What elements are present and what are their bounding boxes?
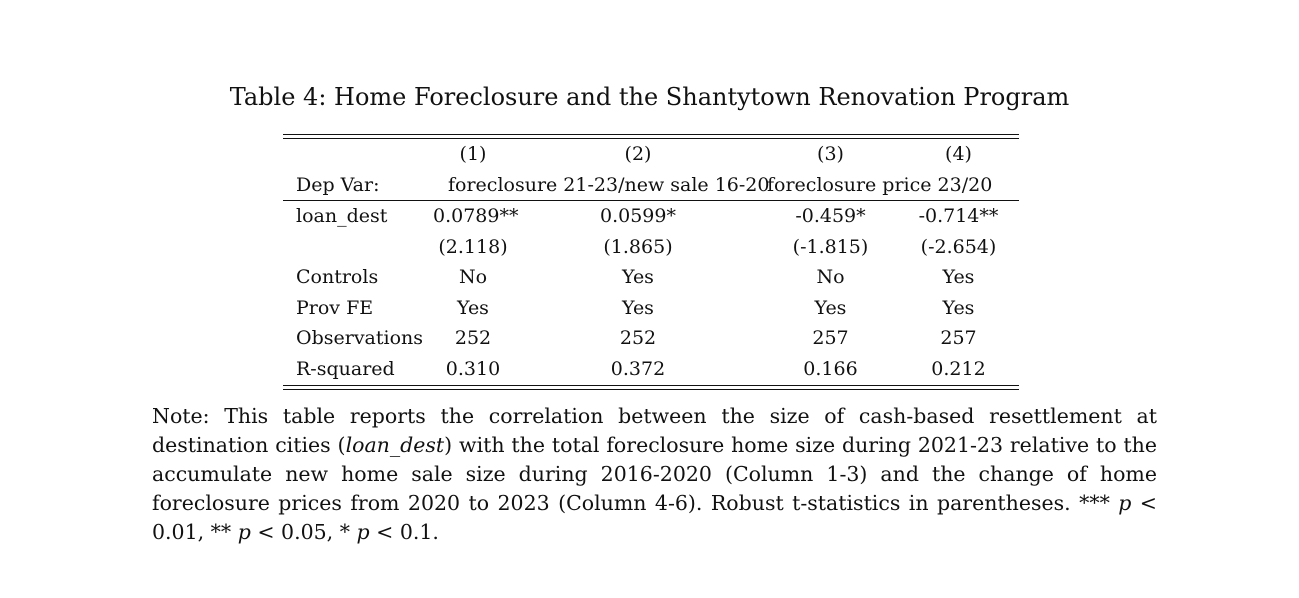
cell: 0.372 <box>610 357 666 380</box>
table-row <box>283 201 1019 232</box>
cell: (2.118) <box>438 235 508 258</box>
cell: No <box>458 266 488 288</box>
depvar-label: Dep Var: <box>296 173 380 196</box>
row-label: R-squared <box>296 357 395 380</box>
table-row <box>283 354 1019 385</box>
note-p-symbol-1: p <box>1118 491 1132 515</box>
row-label: Prov FE <box>296 296 374 319</box>
note-p-symbol-3: p <box>356 520 370 544</box>
table-row <box>283 262 1019 293</box>
bottom-rule <box>283 385 1019 386</box>
cell: No <box>816 266 845 288</box>
cell: Yes <box>622 266 654 288</box>
cell: 0.0599* <box>600 205 676 227</box>
cell: Yes <box>622 296 654 319</box>
cell: (-2.654) <box>920 235 997 258</box>
cell: (1.865) <box>603 235 673 258</box>
col-num-4: (4) <box>945 143 972 165</box>
depvar-row <box>283 170 1019 201</box>
note-text-2: ) with the total foreclosure home size during 2021-23 relative to the accumulate new home sale size during 2016-2020 (Column 1-3) and the change of home foreclosure prices from 2020 to 2023 (Column 4-6). Robust t-statistics in parentheses. *** <box>152 433 1157 515</box>
results-table <box>283 139 1019 200</box>
depvar-group-1: foreclosure 21-23/new sale 16-20 <box>448 173 770 196</box>
cell: 0.166 <box>803 357 858 380</box>
row-label: Observations <box>296 327 424 349</box>
cell: -0.459* <box>795 205 866 227</box>
depvar-group-2: foreclosure price 23/20 <box>767 173 993 196</box>
row-label: loan_dest <box>296 205 388 227</box>
note-threshold-3: < 0.1. <box>369 520 439 544</box>
column-number-row <box>283 139 1019 170</box>
cell: Yes <box>942 296 975 319</box>
row-label: Controls <box>296 266 379 288</box>
cell: Yes <box>942 266 975 288</box>
cell: 257 <box>940 327 977 349</box>
cell: (-1.815) <box>792 235 869 258</box>
cell: 0.310 <box>445 357 501 380</box>
results-body <box>283 201 1019 384</box>
table-row <box>283 293 1019 324</box>
cell: -0.714** <box>918 205 999 227</box>
bottom-rule-second <box>283 389 1019 390</box>
row-label <box>283 232 433 263</box>
cell: 0.0789** <box>433 205 519 227</box>
note-variable: loan_dest <box>345 433 445 457</box>
note-p-symbol-2: p <box>237 520 251 544</box>
header-blank <box>283 139 433 170</box>
col-num-1: (1) <box>459 143 487 165</box>
cell: 0.212 <box>931 357 986 380</box>
cell: Yes <box>814 296 847 319</box>
note-text-1: Note: This table reports the correlation between the size of cash-based resettlement at destination cities ( <box>152 404 1157 457</box>
cell: 252 <box>619 327 657 349</box>
note-threshold-2: < 0.05, * <box>250 520 357 544</box>
cell: 252 <box>454 327 492 349</box>
cell: Yes <box>457 296 489 319</box>
regression-table <box>283 134 1019 390</box>
note-threshold-1: < 0.01, ** <box>152 491 1157 544</box>
cell: 257 <box>812 327 849 349</box>
col-num-3: (3) <box>817 143 844 165</box>
top-rule <box>283 134 1019 135</box>
table-note <box>152 402 1157 547</box>
table-row <box>283 323 1019 354</box>
col-num-2: (2) <box>624 143 652 165</box>
table-caption: Table 4: Home Foreclosure and the Shantytown Renovation Program <box>229 83 1070 111</box>
table-row <box>283 232 1019 263</box>
